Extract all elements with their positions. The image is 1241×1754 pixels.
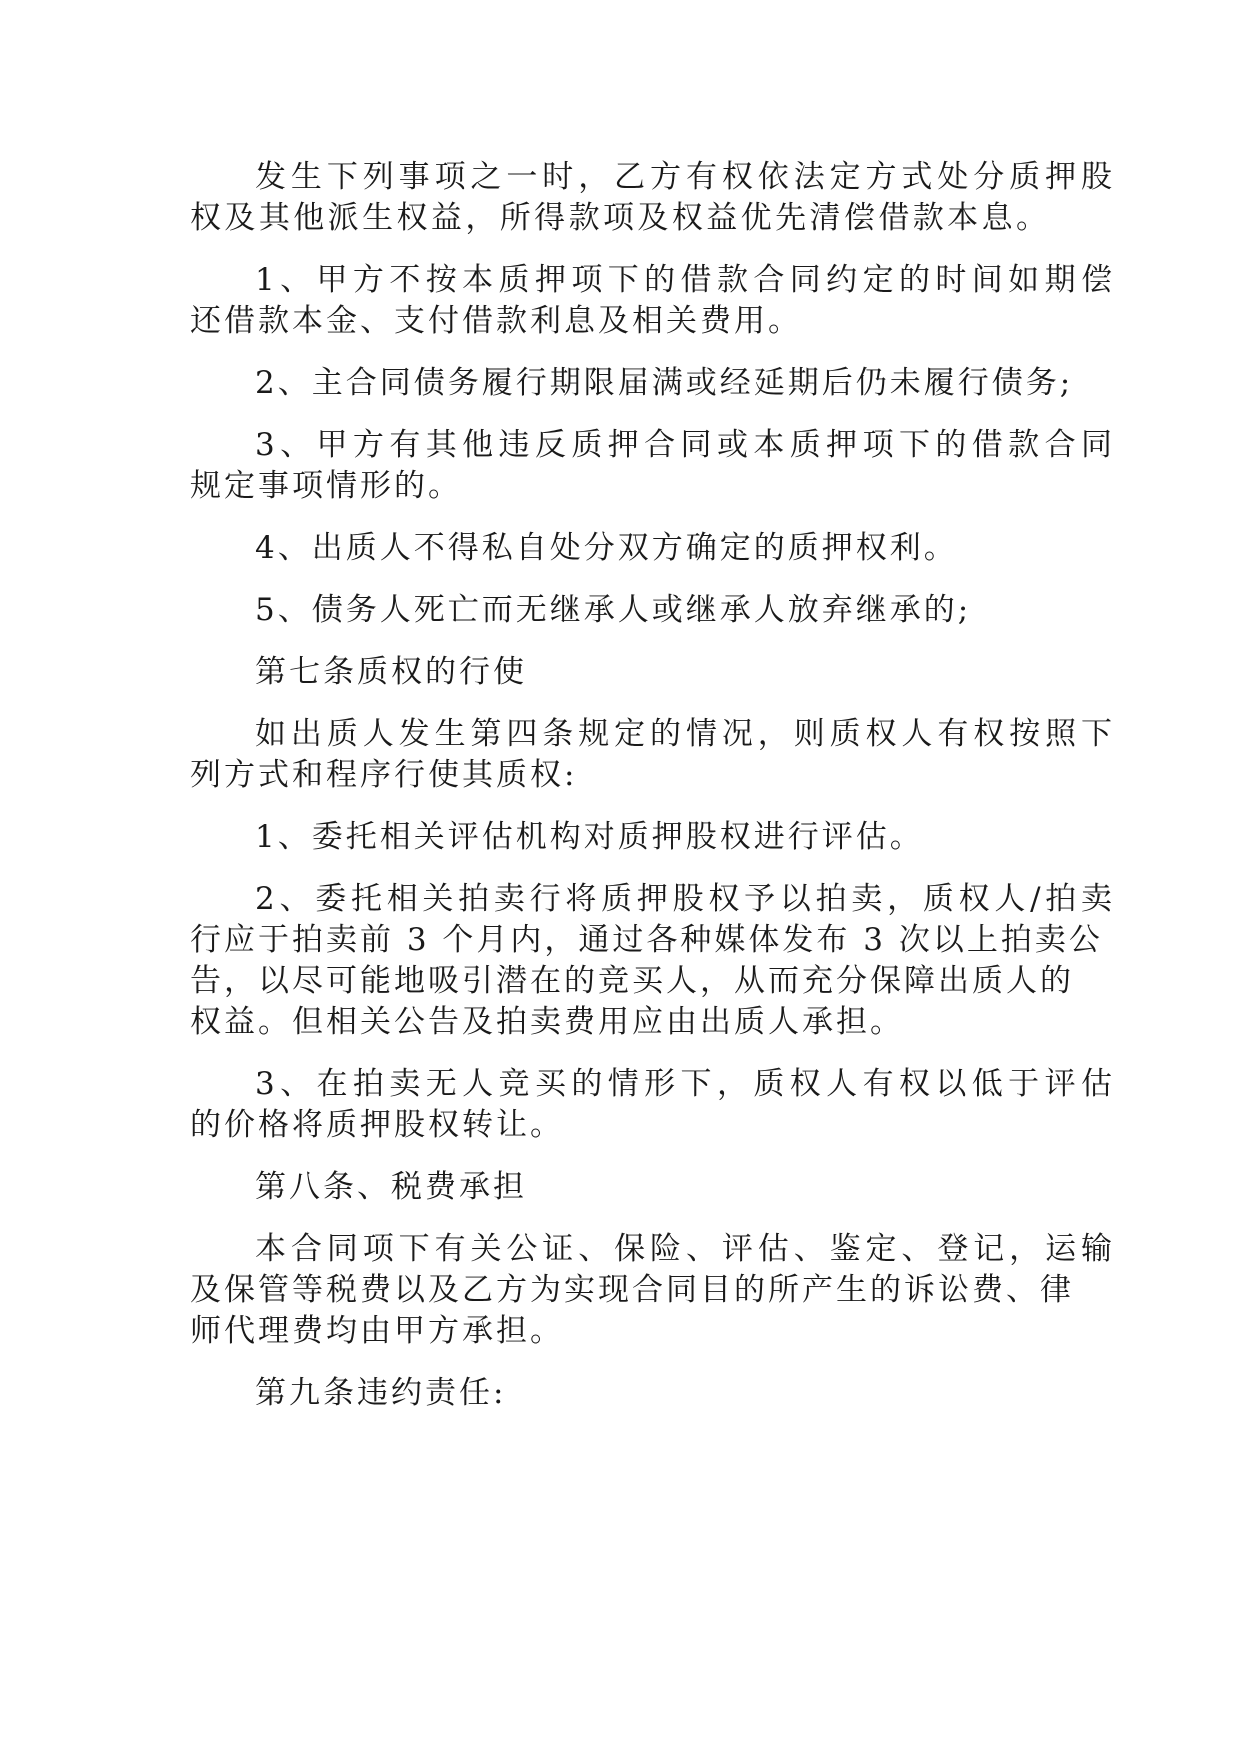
paragraph-line: 4、出质人不得私自处分双方确定的质押权利。 <box>255 530 958 566</box>
paragraph-line: 本合同项下有关公证、保险、评估、鉴定、登记，运输 <box>255 1231 1115 1267</box>
paragraph-line: 3、甲方有其他违反质押合同或本质押项下的借款合同 <box>255 427 1115 463</box>
paragraph-line: 还借款本金、支付借款利息及相关费用。 <box>190 303 802 339</box>
section-heading: 第八条、税费承担 <box>255 1169 527 1205</box>
paragraph-line: 权益。但相关公告及拍卖费用应由出质人承担。 <box>190 1004 904 1040</box>
paragraph-line: 及保管等税费以及乙方为实现合同目的所产生的诉讼费、律 <box>190 1272 1074 1308</box>
paragraph-line: 列方式和程序行使其质权: <box>190 757 578 793</box>
paragraph-line: 师代理费均由甲方承担。 <box>190 1313 564 1349</box>
section-heading: 第九条违约责任: <box>255 1375 507 1411</box>
paragraph-line: 5、债务人死亡而无继承人或继承人放弃继承的; <box>255 592 972 628</box>
paragraph-line: 告，以尽可能地吸引潜在的竞买人，从而充分保障出质人的 <box>190 963 1074 999</box>
section-heading: 第七条质权的行使 <box>255 654 527 690</box>
paragraph-line: 规定事项情形的。 <box>190 468 462 504</box>
paragraph-line: 2、委托相关拍卖行将质押股权予以拍卖，质权人/拍卖 <box>255 881 1115 917</box>
paragraph-line: 如出质人发生第四条规定的情况，则质权人有权按照下 <box>255 716 1115 752</box>
paragraph-line: 权及其他派生权益，所得款项及权益优先清偿借款本息。 <box>190 200 1050 236</box>
paragraph-line: 行应于拍卖前 3 个月内，通过各种媒体发布 3 次以上拍卖公 <box>190 922 1103 958</box>
paragraph-line: 3、在拍卖无人竞买的情形下，质权人有权以低于评估 <box>255 1066 1115 1102</box>
paragraph-line: 的价格将质押股权转让。 <box>190 1107 564 1143</box>
paragraph-line: 1、甲方不按本质押项下的借款合同约定的时间如期偿 <box>255 262 1115 298</box>
paragraph-line: 1、委托相关评估机构对质押股权进行评估。 <box>255 819 924 855</box>
document-body <box>190 157 1115 1414</box>
paragraph-line: 发生下列事项之一时，乙方有权依法定方式处分质押股 <box>255 159 1115 195</box>
paragraph-line: 2、主合同债务履行期限届满或经延期后仍未履行债务; <box>255 365 1074 401</box>
